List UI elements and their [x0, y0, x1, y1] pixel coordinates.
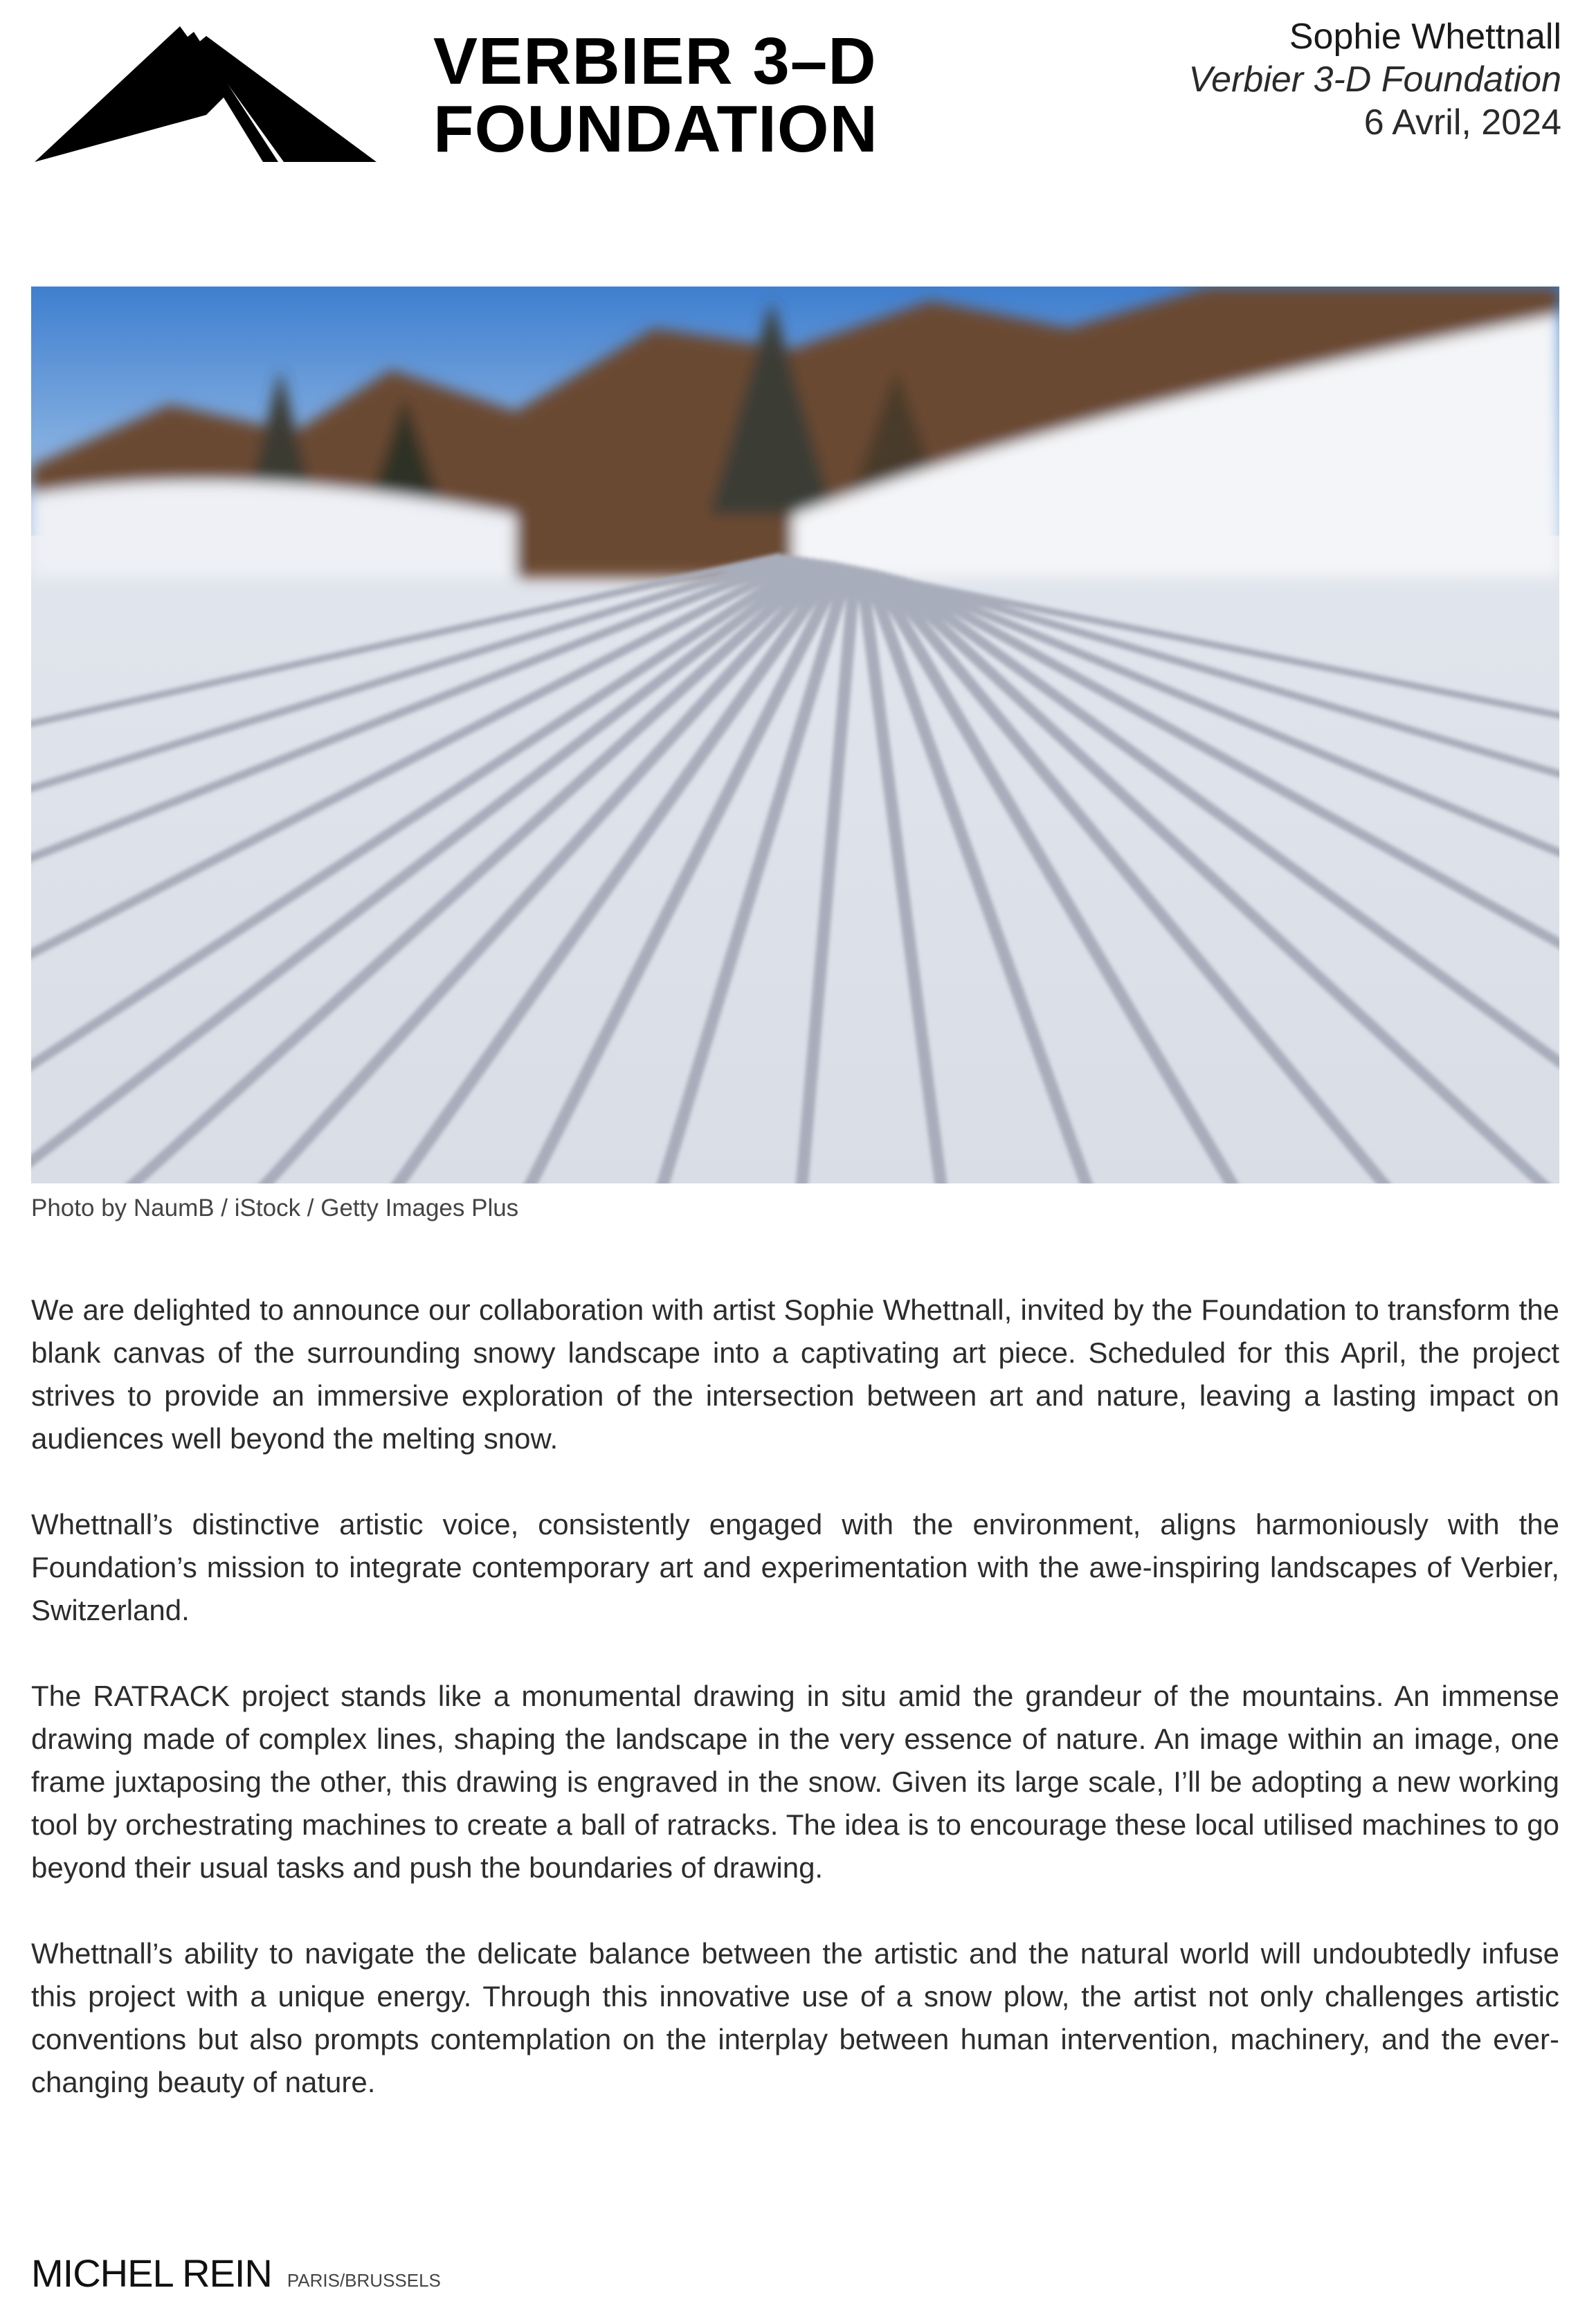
logo-line-1: VERBIER 3–D: [433, 24, 877, 98]
logo-line-2: FOUNDATION: [433, 92, 878, 166]
snow-groomed-slope-photo: [31, 287, 1559, 1183]
mountain-logo-icon: [35, 26, 377, 162]
foundation-logo-wordmark: [433, 24, 878, 166]
gallery-footer: [31, 2251, 441, 2296]
document-meta: [1188, 15, 1561, 144]
document-date: 6 Avril, 2024: [1363, 102, 1561, 143]
paragraph-1: We are delighted to announce our collaboration with artist Sophie Whettnall, invited by the Foundation to transform the blank canvas of the surrounding snowy landscape into a captivating art piece. Scheduled for this April, the project strives to provide an immersive exploration of the intersection between art and nature, leaving a lasting impact on audiences well beyond the melting snow.: [31, 1293, 1559, 1455]
gallery-name: MICHEL REIN: [31, 2251, 272, 2295]
author-name: Sophie Whettnall: [1289, 17, 1561, 57]
paragraph-3: The RATRACK project stands like a monumental drawing in situ amid the grandeur of the mountains. An immense drawing made of complex lines, shaping the landscape in the very essence of nature. An image within an image, one frame juxtaposing the other, this drawing is engraved in the snow. Given its large scale, I’ll be adopting a new working tool by orchestrating machines to create a ball of ratracks. The idea is to encourage these local utilised machines to go beyond their usual tasks and push the boundaries of drawing.: [31, 1680, 1559, 1884]
paragraph-2: Whettnall’s distinctive artistic voice, consistently engaged with the environment, aligns harmoniously with the Foundation’s mission to integrate contemporary art and experimentation with the awe-inspiring landscapes of Verbier, Switzerland.: [31, 1508, 1559, 1626]
paragraph-4: Whettnall’s ability to navigate the delicate balance between the artistic and the natural world will undoubtedly infuse this project with a unique energy. Through this innovative use of a snow plow, the artist not only challenges artistic conventions but also prompts contemplation on the interplay between human intervention, machinery, and the ever-changing beauty of nature.: [31, 1937, 1559, 2098]
article-body: [31, 1289, 1559, 2147]
photo-credit: Photo by NaumB / iStock / Getty Images Plus: [31, 1195, 519, 1222]
gallery-cities: PARIS/BRUSSELS: [287, 2270, 441, 2291]
organization-name: Verbier 3-D Foundation: [1188, 60, 1561, 100]
